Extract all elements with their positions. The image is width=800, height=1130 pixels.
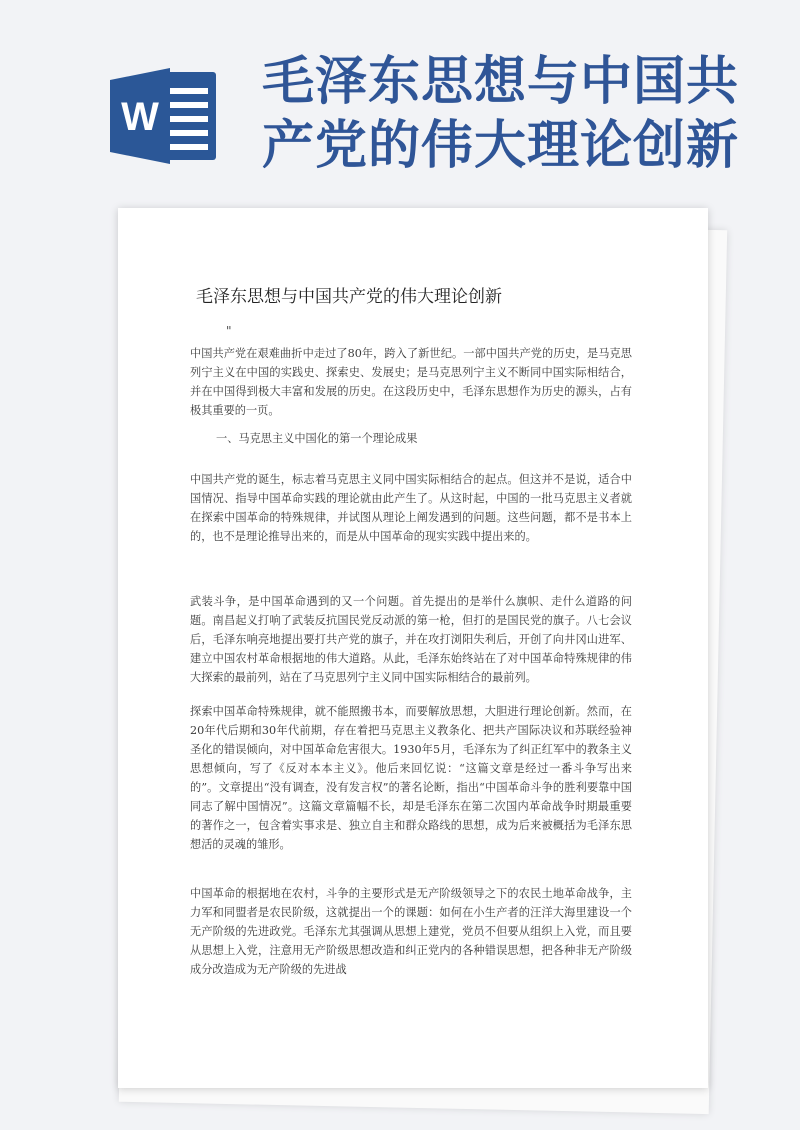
section-heading: 一、马克思主义中国化的第一个理论成果: [216, 432, 418, 445]
paragraph: 中国共产党的诞生，标志着马克思主义同中国实际相结合的起点。但这并不是说，适合中国情况、指导中国革命实践的理论就由此产生了。从这时起，中国的一批马克思主义者就在探索中国革命的特殊规律，并试图从理论上阐发遇到的问题。这些问题，都不是书本上的，也不是理论推导出来的，而是从中国革命的现实实践中提出来的。: [190, 473, 632, 543]
word-logo-letter: W: [121, 95, 159, 139]
document-page: [118, 208, 708, 1088]
document-title: 毛泽东思想与中国共产党的伟大理论创新: [196, 287, 502, 307]
page-title: 毛泽东思想与中国共产党的伟大理论创新: [262, 52, 740, 176]
word-logo: [108, 66, 220, 166]
paragraph: 武装斗争，是中国革命遇到的又一个问题。首先提出的是举什么旗帜、走什么道路的问题。南昌起义打响了武装反抗国民党反动派的第一枪，但打的是国民党的旗子。八七会议后，毛泽东响亮地提出要打共产党的旗子，并在攻打浏阳失利后，开创了向井冈山进军、建立中国农村革命根据地的伟大道路。从此，毛泽东始终站在了对中国革命特殊规律的伟大探索的最前列，站在了马克思列宁主义同中国实际相结合的最前列。: [190, 595, 632, 684]
paragraph: 探索中国革命特殊规律，就不能照搬书本，而要解放思想，大胆进行理论创新。然而，在20年代后期和30年代前期，存在着把马克思主义教条化、把共产国际决议和苏联经验神圣化的错误倾向，对中国革命危害很大。1930年5月，毛泽东为了纠正红军中的教条主义思想倾向，写了《反对本本主义》。他后来回忆说：“这篇文章是经过一番斗争写出来的”。文章提出“没有调查，没有发言权”的著名论断，指出“中国革命斗争的胜利要靠中国同志了解中国情况”。这篇文章篇幅不长，却是毛泽东在第二次国内革命战争时期最重要的著作之一，包含着实事求是、独立自主和群众路线的思想，成为后来被概括为毛泽东思想活的灵魂的雏形。: [190, 705, 632, 851]
paragraph: 中国共产党在艰难曲折中走过了80年，跨入了新世纪。一部中国共产党的历史，是马克思列宁主义在中国的实践史、探索史、发展史；是马克思列宁主义不断同中国实际相结合，并在中国得到极大丰富和发展的历史。在这段历史中，毛泽东思想作为历史的源头，占有极其重要的一页。: [190, 347, 632, 417]
document-preview: [118, 208, 718, 1108]
paragraph: 中国革命的根据地在农村，斗争的主要形式是无产阶级领导之下的农民土地革命战争，主力军和同盟者是农民阶级，这就提出一个的课题：如何在小生产者的汪洋大海里建设一个无产阶级的先进政党。毛泽东尤其强调从思想上建党，党员不但要从组织上入党，而且要从思想上入党，注意用无产阶级思想改造和纠正党内的各种错误思想，把各种非无产阶级成分改造成为无产阶级的先进战: [190, 887, 632, 976]
quote-mark: ": [226, 324, 232, 338]
word-document-icon: [108, 66, 220, 166]
